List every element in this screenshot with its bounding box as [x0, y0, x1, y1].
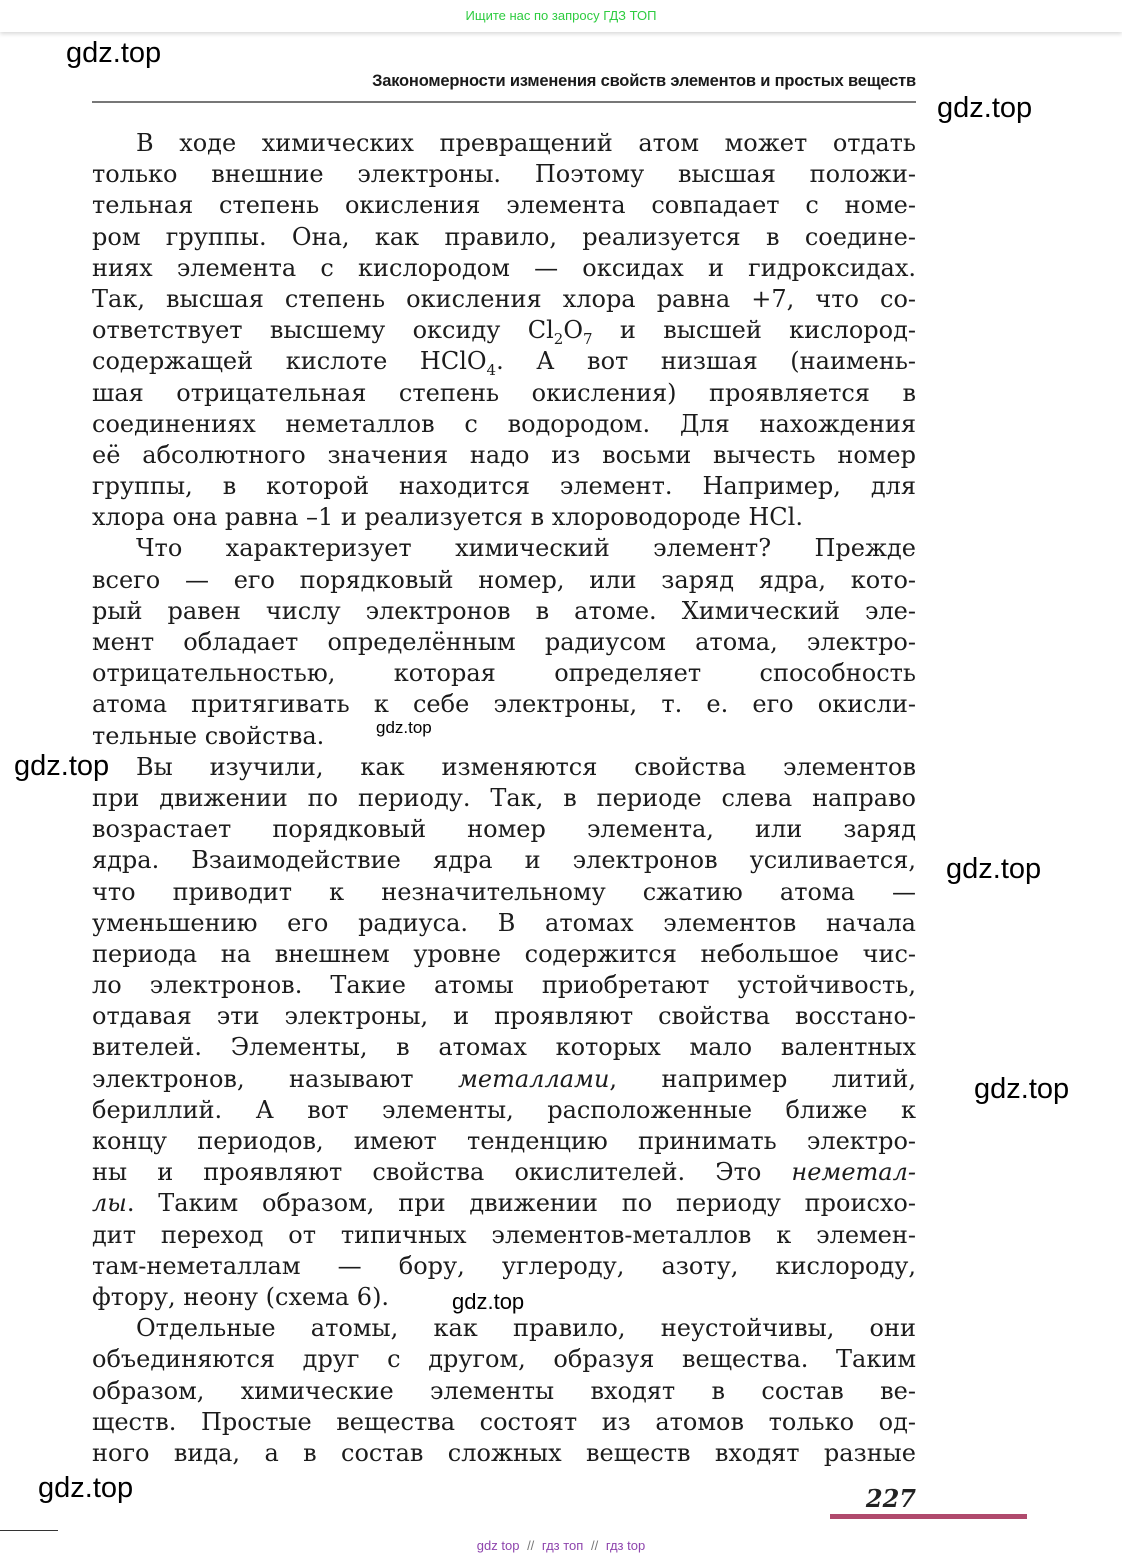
- text-line: В ходе химических превращений атом может отдать: [136, 129, 916, 157]
- header-divider: [92, 101, 916, 103]
- footer-divider: [0, 1530, 58, 1531]
- text-line: [92, 1157, 916, 1188]
- text-fragment: ответствует высшему оксиду Cl: [92, 316, 554, 345]
- text-line: при движении по периоду. Так, в периоде слева направо: [92, 783, 916, 812]
- text-fragment: ны и проявляют свойства окислителей. Это: [92, 1158, 792, 1187]
- watermark: gdz.top: [14, 750, 110, 782]
- text-line: ществ. Простые вещества состоят из атомов только од-: [92, 1407, 916, 1436]
- footer-link[interactable]: гдз топ: [541, 1538, 584, 1553]
- text-line: возрастает порядковый номер элемента, или заряд: [92, 815, 916, 844]
- text-line: атома притягивать к себе электроны, т. е. его окисли-: [92, 690, 916, 719]
- text-line: концу периодов, имеют тенденцию принимать электро-: [92, 1127, 916, 1155]
- text-line: ром группы. Она, как правило, реализуется в соедине-: [92, 222, 916, 251]
- watermark: gdz.top: [66, 37, 162, 69]
- text-line: периода на внешнем уровне содержится небольшое чис-: [92, 939, 916, 968]
- text-line: тельные свойства.: [92, 721, 325, 750]
- text-line: ядра. Взаимодействие ядра и электронов усиливается,: [92, 846, 916, 875]
- subscript: 7: [583, 329, 593, 347]
- text-line: только внешние электроны. Поэтому высшая положи-: [92, 160, 916, 189]
- text-line: объединяются друг с другом, образуя вещества. Таким: [92, 1345, 916, 1374]
- text-fragment: O: [563, 316, 584, 345]
- text-line: что приводит к незначительному сжатию атома —: [92, 877, 916, 906]
- text-line: хлора она равна –1 и реализуется в хлороводороде HCl.: [92, 503, 803, 532]
- text-line: ного вида, а в состав сложных веществ входят разные: [92, 1438, 916, 1467]
- text-fragment: . А вот низшая (наимень-: [496, 347, 916, 376]
- page-number-bar: [830, 1514, 1027, 1519]
- subscript: 2: [553, 329, 564, 347]
- text-fragment: электронов, называют: [92, 1064, 458, 1093]
- footer-separator: //: [590, 1538, 599, 1553]
- text-line: Так, высшая степень окисления хлора равна +7, что со-: [92, 284, 916, 313]
- text-line: Вы изучили, как изменяются свойства элементов: [136, 752, 916, 781]
- text-line: [92, 1188, 916, 1219]
- text-line: её абсолютного значения надо из восьми вычесть номер: [92, 440, 916, 469]
- text-line: тельная степень окисления элемента совпадает с номе-: [92, 191, 916, 220]
- footer-separator: //: [527, 1538, 535, 1553]
- footer-link[interactable]: гдз top: [605, 1538, 646, 1553]
- text-line: бериллий. А вот элементы, расположенные ближе к: [92, 1095, 916, 1124]
- subscript: 4: [486, 361, 497, 378]
- watermark: gdz.top: [452, 1289, 525, 1314]
- watermark: gdz.top: [38, 1472, 134, 1504]
- text-fragment: , например литий,: [609, 1064, 916, 1093]
- term-emphasis: лы: [92, 1189, 127, 1218]
- text-line: рый равен числу электронов в атоме. Химический эле-: [92, 596, 916, 625]
- text-line: [92, 1064, 916, 1095]
- text-line: группы, в которой находится элемент. Например, для: [92, 472, 916, 501]
- text-line: всего — его порядковый номер, или заряд ядра, кото-: [92, 565, 916, 594]
- page-body: [92, 128, 916, 1469]
- text-line: мент обладает определённым радиусом атома, электро-: [92, 628, 916, 656]
- term-emphasis: неметал-: [791, 1158, 916, 1187]
- watermark: gdz.top: [946, 853, 1042, 885]
- text-fragment: содержащей кислоте HClO: [92, 347, 487, 376]
- watermark: gdz.top: [937, 92, 1033, 124]
- text-line: ло электронов. Такие атомы приобретают устойчивость,: [92, 971, 916, 1000]
- text-fragment: . Таким образом, при движении по периоду происхо-: [126, 1189, 916, 1218]
- footer-link[interactable]: gdz top: [476, 1538, 520, 1553]
- footer: [0, 1538, 1122, 1553]
- text-fragment: и высшей кислород-: [592, 316, 916, 345]
- page-number: 227: [865, 1484, 916, 1513]
- text-line: ниях элемента с кислородом — оксидах и гидроксидах.: [92, 253, 916, 282]
- search-banner-link[interactable]: Ищите нас по запросу ГДЗ ТОП: [465, 8, 657, 23]
- text-line: шая отрицательная степень окисления) проявляется в: [92, 378, 916, 407]
- text-line: соединениях неметаллов с водородом. Для нахождения: [92, 409, 916, 438]
- top-banner: [0, 0, 1122, 32]
- text-line: [92, 346, 916, 377]
- text-line: фтору, неону (схема 6).: [92, 1282, 390, 1311]
- text-line: вителей. Элементы, в атомах которых мало валентных: [92, 1033, 916, 1062]
- term-emphasis: металлами: [458, 1064, 610, 1093]
- text-line: Что характеризует химический элемент? Прежде: [136, 534, 916, 563]
- watermark: gdz.top: [974, 1073, 1070, 1105]
- text-line: отрицательностью, которая определяет способность: [92, 659, 916, 688]
- text-line: дит переход от типичных элементов-металлов к элемен-: [92, 1220, 916, 1249]
- text-line: образом, химические элементы входят в состав ве-: [92, 1376, 916, 1405]
- text-line: отдавая эти электроны, и проявляют свойства восстано-: [92, 1002, 916, 1031]
- text-line: уменьшению его радиуса. В атомах элементов начала: [92, 908, 916, 937]
- text-line: Отдельные атомы, как правило, неустойчивы, они: [136, 1314, 916, 1343]
- running-head: Закономерности изменения свойств элементов и простых веществ: [372, 72, 916, 90]
- text-line: [92, 315, 916, 346]
- watermark: gdz.top: [376, 718, 432, 737]
- text-line: там-неметаллам — бору, углероду, азоту, кислороду,: [92, 1251, 916, 1280]
